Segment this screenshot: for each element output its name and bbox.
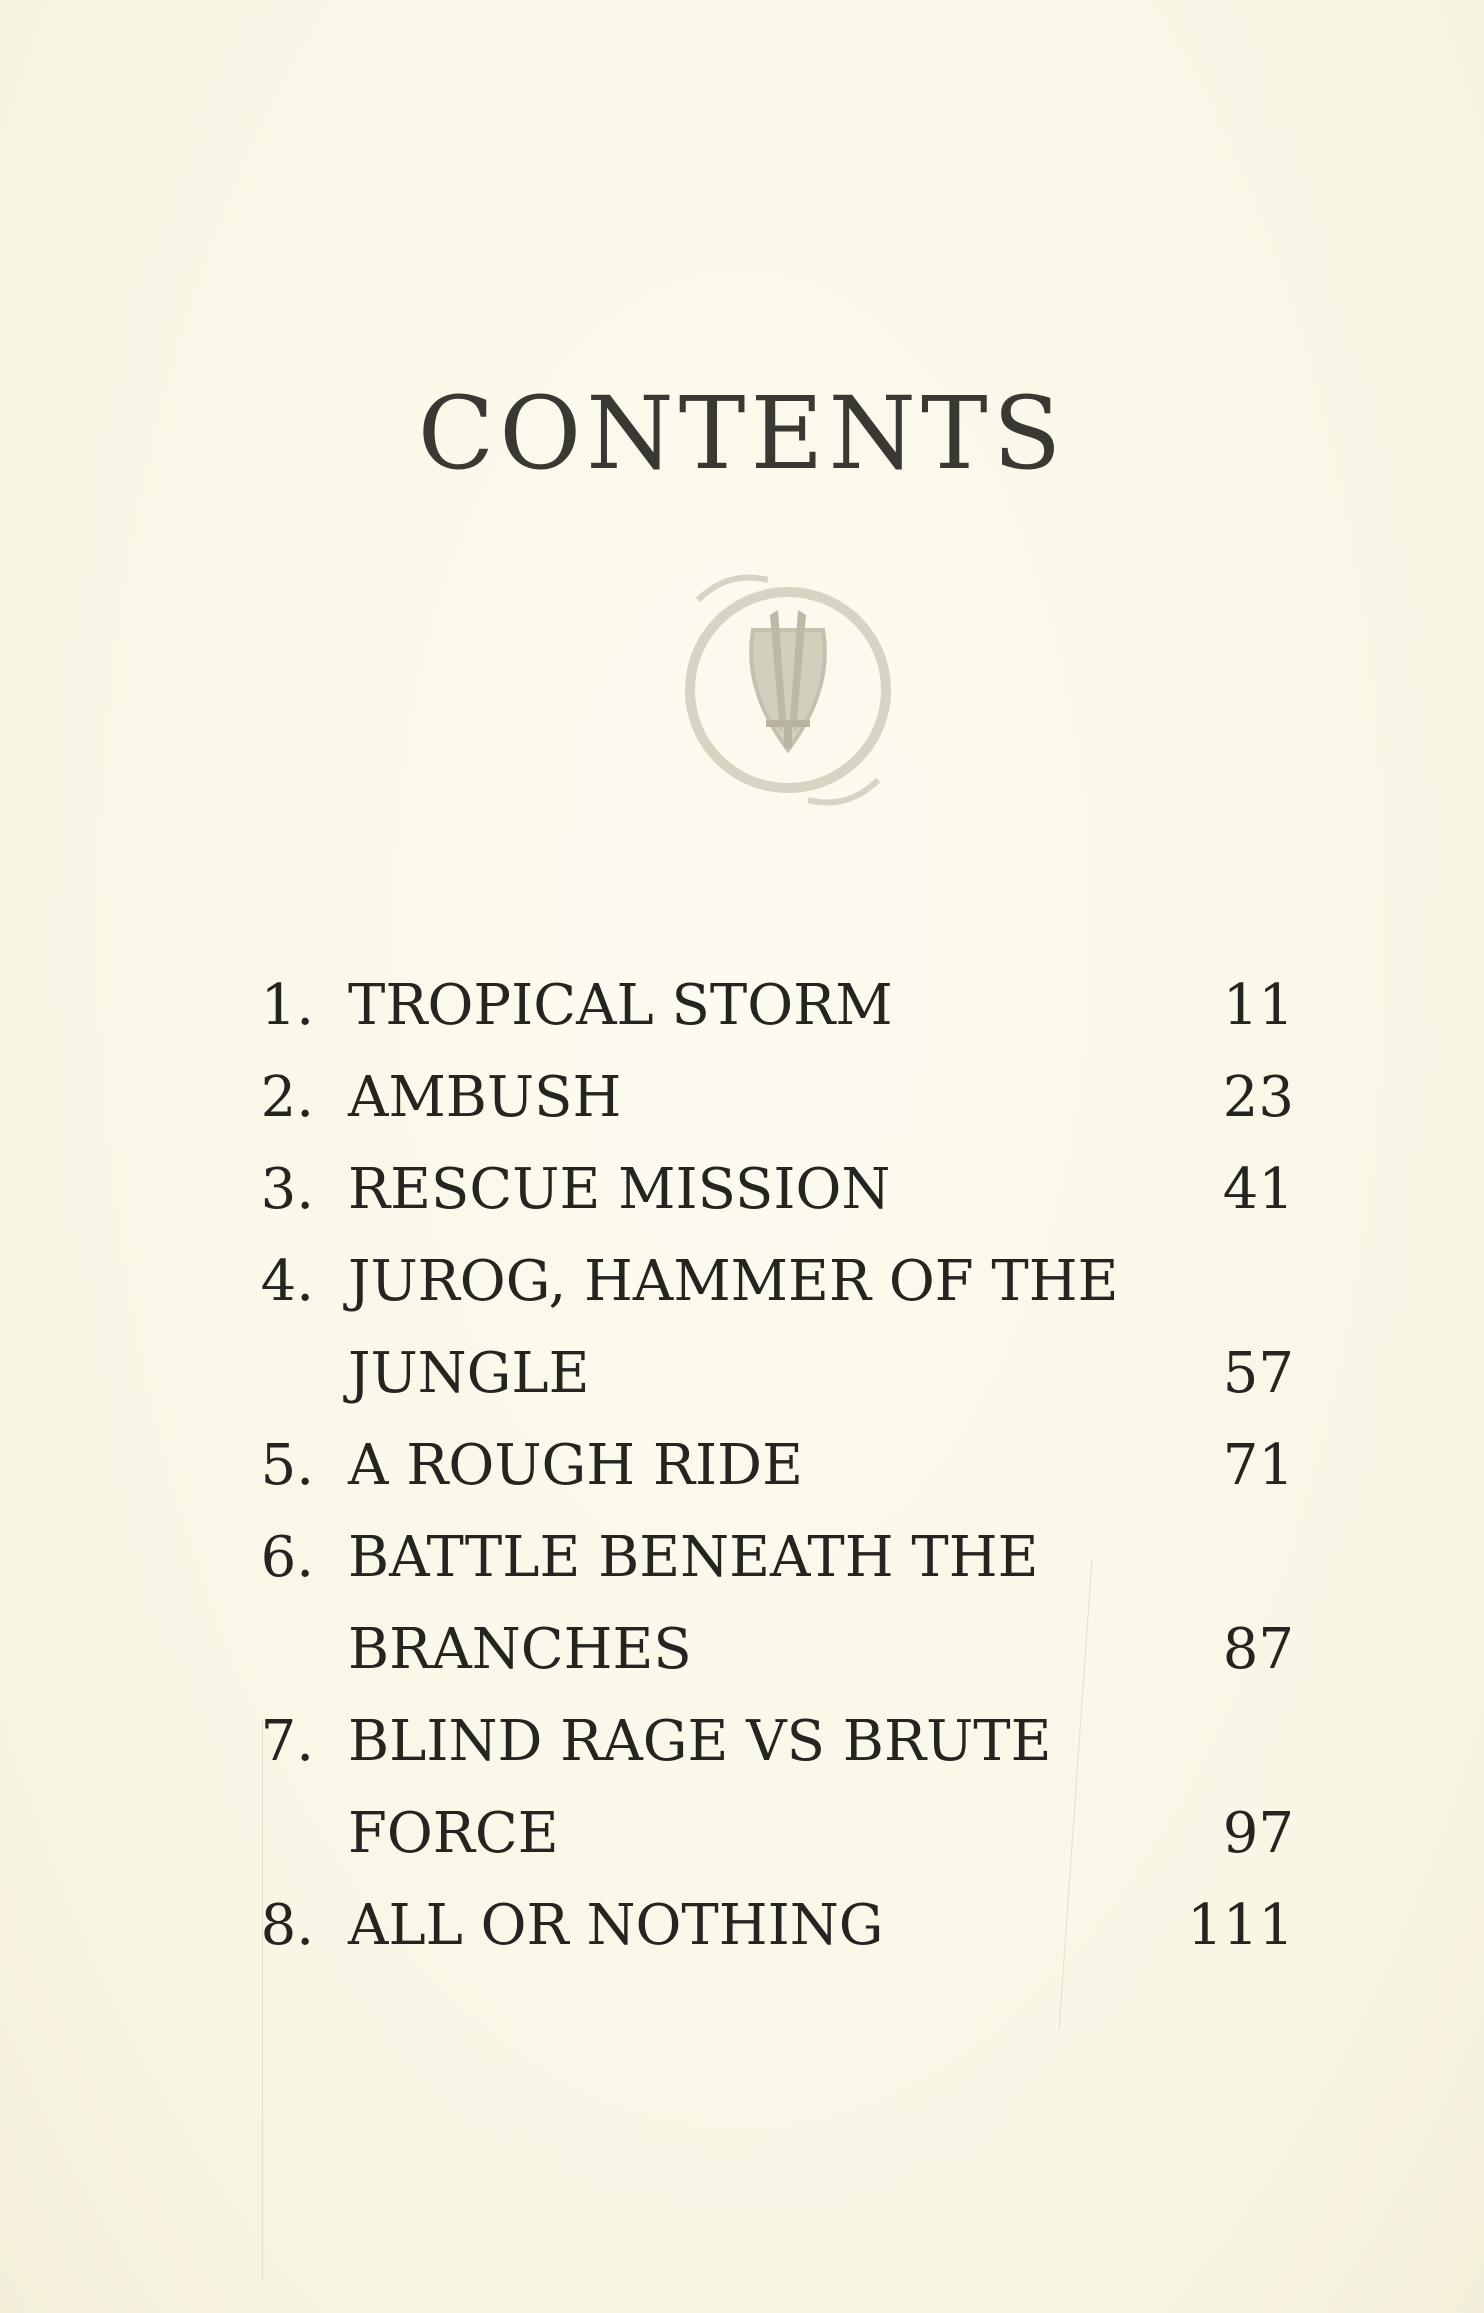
chapter-title: BATTLE BENEATH THE xyxy=(348,1525,1039,1590)
toc-entry-line xyxy=(0,1696,1484,1788)
chapter-number: 1. xyxy=(260,973,314,1038)
chapter-title: A ROUGH RIDE xyxy=(348,1433,803,1498)
page-number: 111 xyxy=(1187,1893,1294,1958)
page-number: 41 xyxy=(1222,1157,1294,1222)
chapter-number: 7. xyxy=(260,1709,314,1774)
chapter-title: RESCUE MISSION xyxy=(348,1157,891,1222)
chapter-number: 5. xyxy=(260,1433,314,1498)
chapter-number: 3. xyxy=(260,1157,314,1222)
toc-entry-line xyxy=(0,1788,1484,1880)
chapter-number: 2. xyxy=(260,1065,314,1130)
page-title: CONTENTS xyxy=(417,375,1067,492)
toc-entry-line xyxy=(0,1420,1484,1512)
toc-entry-line xyxy=(0,1144,1484,1236)
chapter-number: 8. xyxy=(260,1893,314,1958)
page-number: 57 xyxy=(1222,1341,1294,1406)
page-number: 23 xyxy=(1222,1065,1294,1130)
toc-entry-line xyxy=(0,1880,1484,1972)
toc-entry-line xyxy=(0,1236,1484,1328)
toc-entry-line xyxy=(0,1052,1484,1144)
shield-swords-emblem-icon xyxy=(658,560,918,820)
chapter-title: FORCE xyxy=(348,1801,559,1866)
page-number: 97 xyxy=(1222,1801,1294,1866)
chapter-number: 6. xyxy=(260,1525,314,1590)
toc-entry-line xyxy=(0,1604,1484,1696)
chapter-title: ALL OR NOTHING xyxy=(348,1893,884,1958)
page-number: 87 xyxy=(1222,1617,1294,1682)
chapter-title: TROPICAL STORM xyxy=(348,973,893,1038)
page-number: 71 xyxy=(1222,1433,1294,1498)
toc-entry-line xyxy=(0,1328,1484,1420)
chapter-title: BLIND RAGE VS BRUTE xyxy=(348,1709,1052,1774)
chapter-title: JUROG, HAMMER OF THE xyxy=(348,1249,1119,1314)
chapter-title: JUNGLE xyxy=(348,1341,590,1406)
page-number: 11 xyxy=(1222,973,1294,1038)
chapter-number: 4. xyxy=(260,1249,314,1314)
chapter-title: BRANCHES xyxy=(348,1617,692,1682)
toc-entry-line xyxy=(0,1512,1484,1604)
chapter-title: AMBUSH xyxy=(348,1065,622,1130)
toc-entry-line xyxy=(0,960,1484,1052)
